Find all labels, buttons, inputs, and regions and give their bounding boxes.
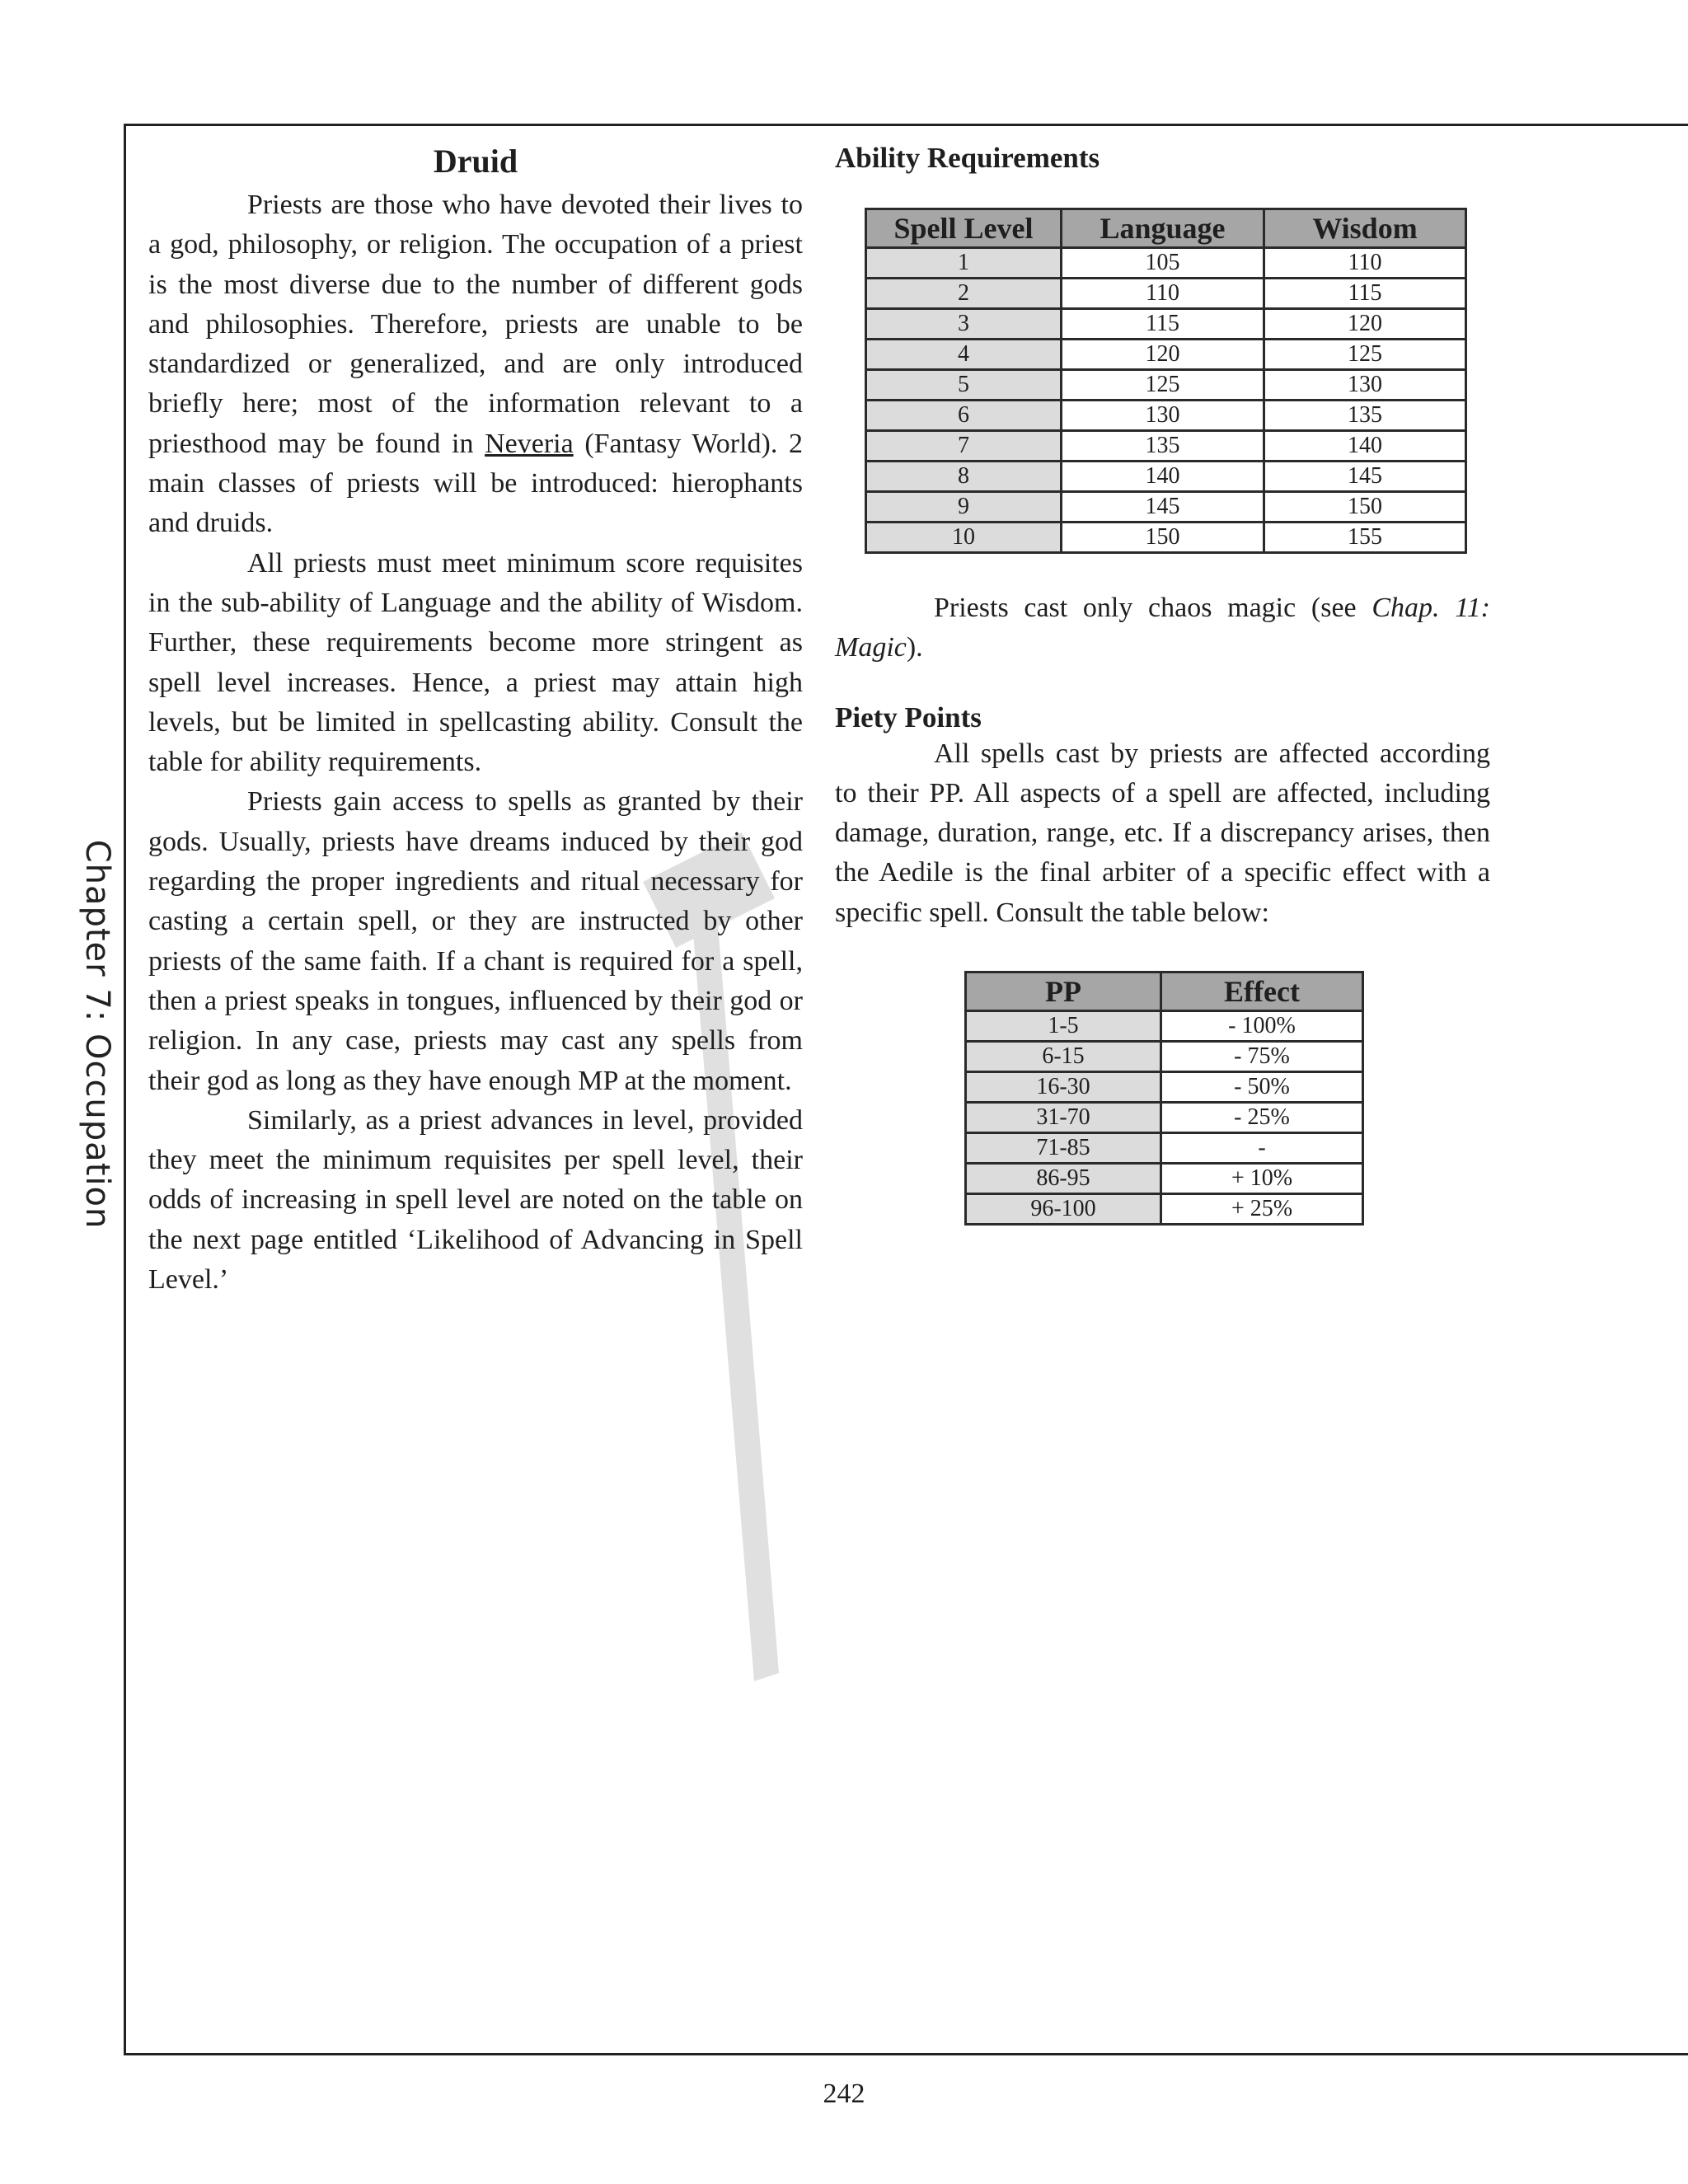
table-cell: - — [1161, 1133, 1363, 1164]
column-header: Spell Level — [866, 209, 1062, 248]
table-row — [966, 1103, 1363, 1133]
table-cell: 155 — [1264, 523, 1466, 553]
table-row — [866, 309, 1466, 340]
table-row — [966, 1011, 1363, 1042]
table-cell: 125 — [1062, 370, 1264, 401]
table-header-row — [966, 972, 1363, 1011]
paragraph-intro: Priests are those who have devoted their lives to a god, philosophy, or religion. The occupation of a priest is the most diverse due to the number of different gods and philosophies. Therefore, priests are unable to be standardized or generalized, and are only introduced briefly here; most of the information relevant to a priesthood may be found in Neveria (Fantasy World). 2 main classes of priests will be introduced: hierophants and druids. — [148, 190, 804, 539]
table-cell: 71-85 — [966, 1133, 1161, 1164]
table-row — [866, 431, 1466, 462]
ability-requirements-heading: Ability Requirements — [835, 142, 1100, 174]
piety-points-table — [964, 971, 1364, 1226]
table-cell: 125 — [1264, 340, 1466, 370]
table-cell: 1-5 — [966, 1011, 1161, 1042]
table-row — [966, 1042, 1363, 1072]
table-cell: 110 — [1264, 248, 1466, 279]
paragraph-advancing: Similarly, as a priest advances in level, provided they meet the minimum requisites per spell level, their odds of increasing in spell level are noted on the table on the next page entitled ‘Likelihood of Advancing in Spell Level.’ — [148, 1104, 803, 1296]
paragraph-requirements: All priests must meet minimum score requisites in the sub-ability of Language and the ability of Wisdom. Further, these requirements become more stringent as spell level increases. Hence, a priest may attain high levels, but be limited in spellcasting ability. Consult the table for ability requirements. — [148, 547, 803, 778]
table-cell: + 10% — [1161, 1164, 1363, 1194]
table-cell: 140 — [1062, 462, 1264, 492]
table-cell: 120 — [1264, 309, 1466, 340]
table-row — [966, 1164, 1363, 1194]
table-cell: 16-30 — [966, 1072, 1161, 1103]
piety-points-heading: Piety Points — [835, 701, 982, 733]
right-column — [835, 142, 1490, 1226]
neveria-link[interactable]: Neveria — [485, 428, 574, 459]
paragraph-spell-access: Priests gain access to spells as granted by their gods. Usually, priests have dreams induced by their god regarding the proper ingredients and ritual necessary for casting a certain spell, or they are instructed by other priests of the same faith. If a chant is required for a spell, then a priest speaks in tongues, influenced by their god or religion. In any case, priests may cast any spells from their god as long as they have enough MP at the moment. — [148, 786, 803, 1096]
table-cell: 4 — [866, 340, 1062, 370]
table-cell: 150 — [1264, 492, 1466, 523]
table-cell: 6-15 — [966, 1042, 1161, 1072]
chaos-magic-paragraph: Priests cast only chaos magic (see Chap. 11: Magic). — [835, 593, 1490, 663]
ability-requirements-table — [865, 208, 1467, 554]
table-row — [866, 370, 1466, 401]
table-row — [866, 523, 1466, 553]
table-cell: 135 — [1062, 431, 1264, 462]
chapter-side-title: Chapter 7: Occupation — [78, 839, 116, 1230]
table-cell: 86-95 — [966, 1164, 1161, 1194]
table-row — [866, 492, 1466, 523]
table-cell: 140 — [1264, 431, 1466, 462]
column-header: Wisdom — [1264, 209, 1466, 248]
table-row — [866, 248, 1466, 279]
column-header: PP — [966, 972, 1161, 1011]
table-cell: + 25% — [1161, 1194, 1363, 1225]
table-header-row — [866, 209, 1466, 248]
table-cell: 105 — [1062, 248, 1264, 279]
table-cell: - 100% — [1161, 1011, 1363, 1042]
table-cell: 96-100 — [966, 1194, 1161, 1225]
table-cell: 145 — [1264, 462, 1466, 492]
table-row — [966, 1133, 1363, 1164]
table-cell: 150 — [1062, 523, 1264, 553]
table-cell: 1 — [866, 248, 1062, 279]
table-cell: 2 — [866, 279, 1062, 309]
table-cell: 3 — [866, 309, 1062, 340]
table-cell: 120 — [1062, 340, 1264, 370]
table-row — [966, 1194, 1363, 1225]
table-cell: 7 — [866, 431, 1062, 462]
page-number: 242 — [823, 2079, 865, 2109]
table-cell: 110 — [1062, 279, 1264, 309]
table-cell: 6 — [866, 401, 1062, 431]
column-header: Language — [1062, 209, 1264, 248]
table-row — [966, 1072, 1363, 1103]
table-row — [866, 279, 1466, 309]
table-cell: 130 — [1062, 401, 1264, 431]
table-cell: 130 — [1264, 370, 1466, 401]
table-row — [866, 401, 1466, 431]
column-header: Effect — [1161, 972, 1363, 1011]
table-cell: - 75% — [1161, 1042, 1363, 1072]
table-cell: 115 — [1062, 309, 1264, 340]
table-row — [866, 462, 1466, 492]
table-cell: 5 — [866, 370, 1062, 401]
piety-points-paragraph: All spells cast by priests are affected according to their PP. All aspects of a spell are affected, including damage, duration, range, etc. If a discrepancy arises, then the Aedile is the final arbiter of a specific effect with a specific spell. Consult the table below: — [835, 738, 1490, 928]
chapter-reference: Chap. 11: Magic — [835, 593, 1490, 663]
table-cell: 135 — [1264, 401, 1466, 431]
table-cell: 115 — [1264, 279, 1466, 309]
left-column — [148, 142, 803, 1300]
table-cell: - 25% — [1161, 1103, 1363, 1133]
table-cell: 8 — [866, 462, 1062, 492]
table-cell: 9 — [866, 492, 1062, 523]
table-cell: - 50% — [1161, 1072, 1363, 1103]
section-title: Druid — [433, 143, 518, 180]
table-cell: 145 — [1062, 492, 1264, 523]
table-row — [866, 340, 1466, 370]
table-cell: 10 — [866, 523, 1062, 553]
table-cell: 31-70 — [966, 1103, 1161, 1133]
